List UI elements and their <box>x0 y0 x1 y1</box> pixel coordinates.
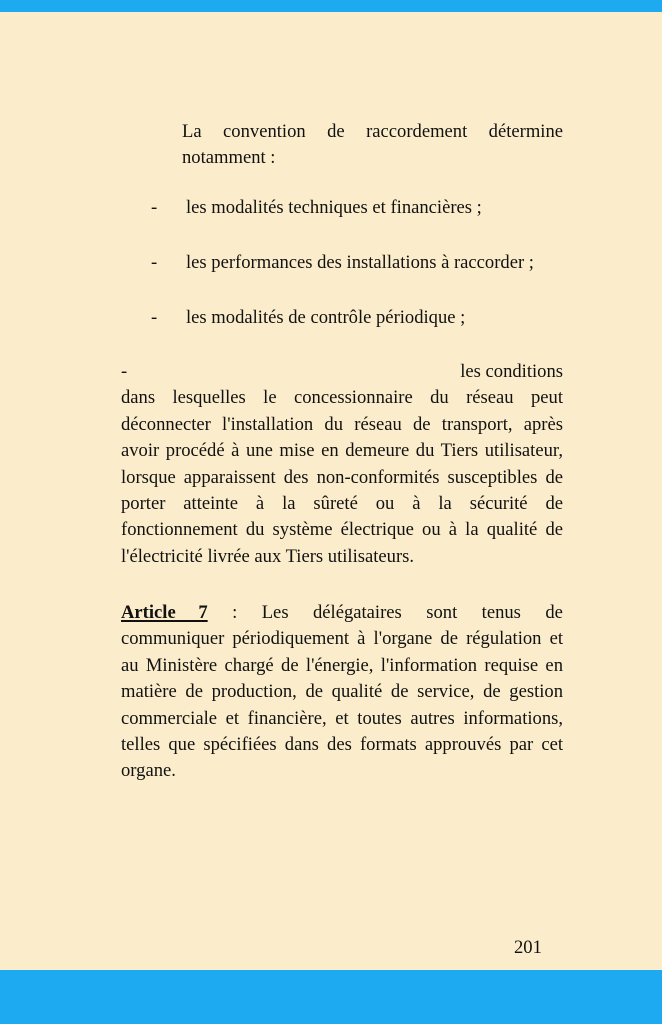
intro-word: détermine <box>488 121 564 142</box>
bullet-text: les performances des installations à raccorder ; <box>186 252 534 273</box>
bottom-bar <box>0 970 662 1024</box>
article-7-paragraph <box>121 600 563 785</box>
bullet-text: les modalités de contrôle périodique ; <box>186 307 466 328</box>
article-word: Les <box>261 602 289 623</box>
intro-word: La <box>182 121 202 142</box>
page-number: 201 <box>514 937 542 958</box>
intro-word: convention <box>223 121 306 142</box>
article-word: sont <box>426 602 458 623</box>
conditions-first-line <box>121 359 563 385</box>
intro-word: de <box>327 121 345 142</box>
intro-line-2: notamment : <box>182 147 276 169</box>
article-word: délégataires <box>313 602 402 623</box>
bullet-dash: - <box>151 307 158 328</box>
conditions-body: dans lesquelles le concessionnaire du réseau peut déconnecter l'installation du réseau de transport, après avoir procédé à une mise en demeure du Tiers utilisateur, lorsque apparaissent des non-conformités susceptibles de porter atteinte à la sûreté ou à la sécurité de fonctionnement du système électrique ou à la qualité de l'électricité livrée aux Tiers utilisateurs. <box>121 387 563 567</box>
conditions-paragraph <box>121 359 563 570</box>
conditions-lead-text: les conditions <box>460 361 563 382</box>
bullet-dash: - <box>121 361 128 382</box>
article-7-body: communiquer périodiquement à l'organe de régulation et au Ministère chargé de l'énergie, l'information requise en matière de production, de qualité de service, de gestion commerciale et financière, et toutes autres informations, telles que spécifiées dans des formats approuvés par cet organe. <box>121 628 563 782</box>
intro-word: raccordement <box>366 121 468 142</box>
intro-line-1 <box>182 119 563 145</box>
article-word: de <box>545 602 563 623</box>
bullet-dash: - <box>151 197 158 218</box>
article-7-first-line <box>121 600 563 626</box>
article-word: tenus <box>481 602 521 623</box>
article-heading: Article 7 <box>121 602 208 623</box>
article-word: : <box>232 602 238 623</box>
intro-paragraph <box>182 119 563 172</box>
bullet-text: les modalités techniques et financières ; <box>186 197 482 218</box>
bullet-dash: - <box>151 252 158 273</box>
